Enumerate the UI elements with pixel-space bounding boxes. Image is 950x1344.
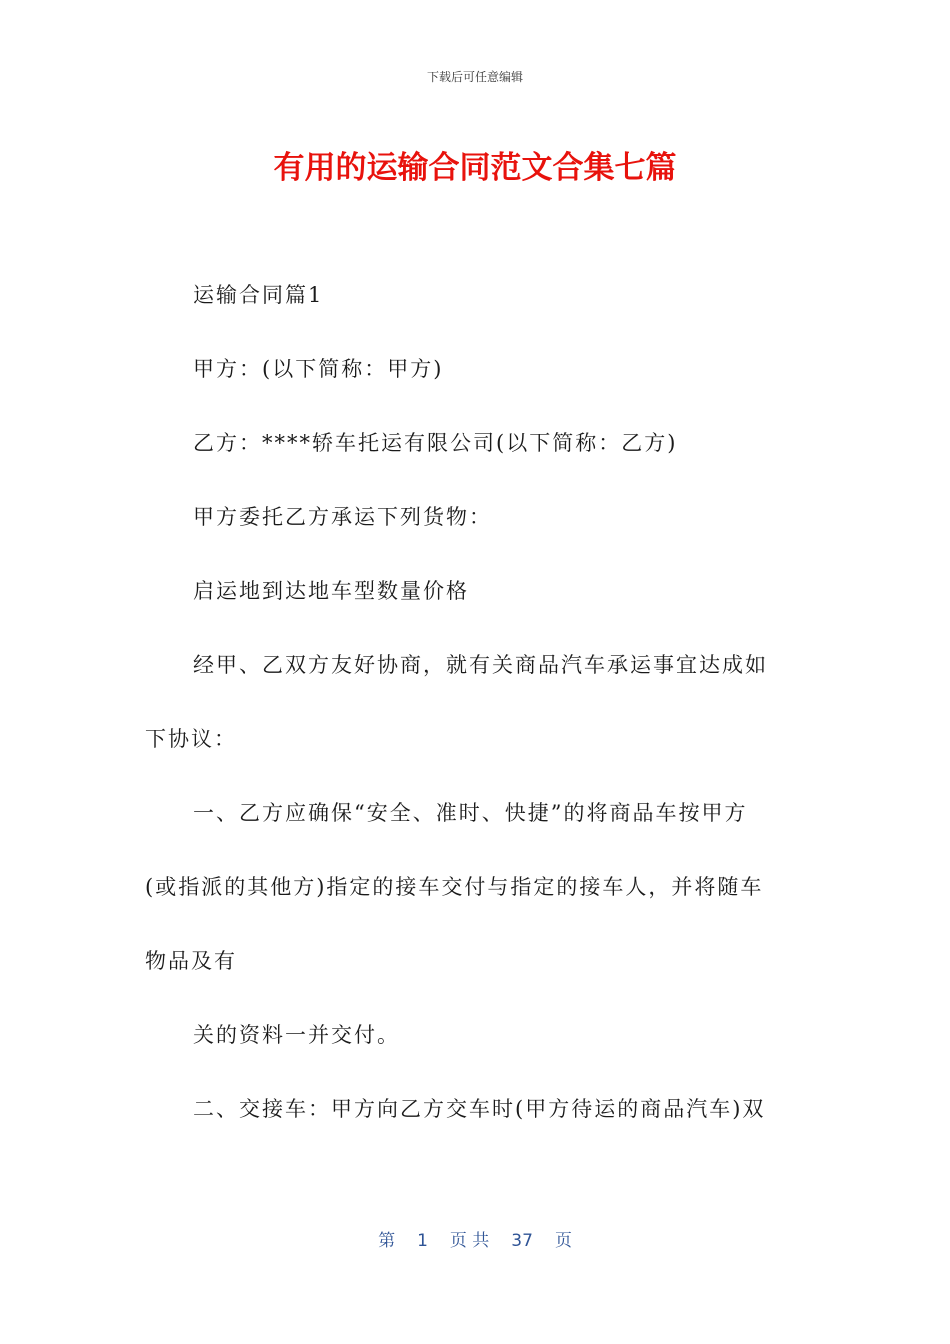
paragraph-line: 一、乙方应确保“安全、准时、快捷”的将商品车按甲方	[193, 801, 748, 825]
page-footer	[0, 1226, 950, 1251]
paragraph-line: 二、交接车：甲方向乙方交车时(甲方待运的商品汽车)双	[193, 1097, 766, 1121]
header-note: 下载后可任意编辑	[426, 70, 523, 84]
paragraph-line: 启运地到达地车型数量价格	[193, 579, 469, 603]
current-page-number: 1	[417, 1231, 428, 1251]
paragraph-line: 下协议：	[145, 727, 237, 751]
document-title: 有用的运输合同范文合集七篇	[273, 150, 677, 186]
paragraph-line: 物品及有	[145, 949, 237, 973]
footer-suffix: 页	[554, 1231, 572, 1251]
total-pages-number: 37	[511, 1231, 533, 1251]
footer-middle: 页 共	[449, 1231, 490, 1251]
paragraph-line: 经甲、乙双方友好协商，就有关商品汽车承运事宜达成如	[193, 653, 768, 677]
paragraph-line: 运输合同篇1	[193, 283, 324, 307]
document-body	[145, 270, 795, 1158]
paragraph-line: 甲方委托乙方承运下列货物：	[193, 505, 492, 529]
paragraph-line: 甲方：(以下简称：甲方)	[193, 357, 444, 381]
footer-prefix: 第	[378, 1231, 396, 1251]
paragraph-line: (或指派的其他方)指定的接车交付与指定的接车人，并将随车	[145, 875, 764, 899]
paragraph-line: 乙方：****轿车托运有限公司(以下简称：乙方)	[193, 431, 678, 455]
paragraph-line: 关的资料一并交付。	[193, 1023, 400, 1047]
